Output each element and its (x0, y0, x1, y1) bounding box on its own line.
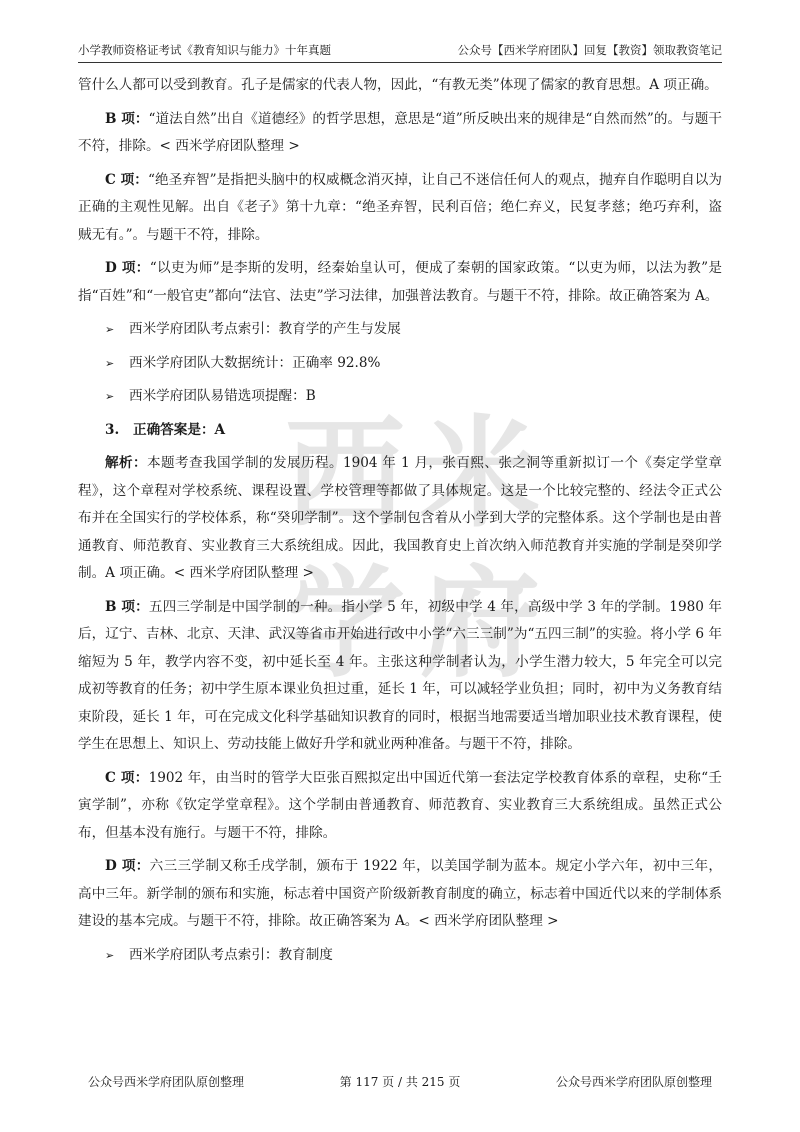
arrow-bullet-icon: ➢ (105, 948, 115, 962)
paragraph-text: 本题考查我国学制的发展历程。1904 年 1 月，张百熙、张之洞等重新拟订一个《奏定学堂章程》，这个章程对学校系统、课程设置、学校管理等都做了具体规定。这是一个比较完整的、经法令正式公布并在全国实行的学校体系，称“癸卯学制”。这个学制包含着从小学到大学的完整体系。这个学制也是由普通教育、师范教育、实业教育三大系统组成。因此，我国教育史上首次纳入师范教育并实施的学制是癸卯学制。A 项正确。< 西米学府团队整理 > (78, 455, 722, 581)
paragraph-text: 六三三学制又称壬戌学制，颁布于 1922 年，以美国学制为蓝本。规定小学六年，初中三年，高中三年。新学制的颁布和实施，标志着中国资产阶级新教育制度的确立，标志着中国近代以来的学制体系建设的基本完成。与题干不符，排除。故正确答案为 A。< 西米学府团队整理 > (78, 858, 722, 929)
bullet-text: 西米学府团队考点索引：教育学的产生与发展 (129, 321, 401, 337)
paragraph-text: “以吏为师”是李斯的发明，经秦始皇认可，便成了秦朝的国家政策。“以吏为师，以法为教”是指“百姓”和“一般官吏”都向“法官、法吏”学习法律，加强普法教育。与题干不符，排除。故正确答案为 A。 (78, 260, 722, 304)
arrow-bullet-icon: ➢ (105, 356, 115, 370)
page-header (78, 40, 722, 63)
header-book-title: 小学教师资格证考试《教育知识与能力》十年真题 (78, 43, 331, 57)
bullet-item (105, 350, 722, 378)
bullet-text: 西米学府团队考点索引：教育制度 (129, 946, 333, 963)
watermark-char: 学 (285, 555, 405, 694)
correct-answer-text: 正确答案是：A (133, 421, 226, 438)
paragraph-text: “绝圣弃智”是指把头脑中的权威概念消灭掉，让自己不迷信任何人的观点，抛弃自作聪明自以为正确的主观性见解。出自《老子》第十九章：“绝圣弃智，民利百倍；绝仁弃义，民复孝慈；绝巧弃利，盗贼无有。”。与题干不符，排除。 (78, 171, 722, 243)
footer-left-credit: 公众号西米学府团队原创整理 (88, 1075, 245, 1089)
option-label: B 项： (105, 598, 149, 615)
option-label: 解析： (105, 455, 147, 471)
bullet-text: 西米学府团队大数据统计：正确率 92.8% (129, 354, 381, 371)
paragraph (78, 106, 722, 161)
arrow-bullet-icon: ➢ (105, 323, 115, 336)
option-label: C 项： (105, 171, 148, 188)
watermark-char: 米 (420, 405, 540, 544)
bullet-text: 西米学府团队易错选项提醒：B (129, 388, 316, 404)
footer-right-credit: 公众号西米学府团队原创整理 (555, 1075, 712, 1089)
question-answer-heading (105, 417, 722, 445)
page-number: 第 117 页 / 共 215 页 (339, 1075, 461, 1089)
header-promo-text: 公众号【西米学府团队】回复【教资】领取教资笔记 (457, 43, 722, 57)
option-label: D 项： (105, 260, 150, 276)
paragraph (78, 167, 722, 250)
question-number: 3. (105, 421, 120, 438)
bullet-item (105, 383, 722, 411)
option-label: D 项： (105, 858, 150, 874)
bullet-item (105, 942, 722, 970)
paragraph-text: 管什么人都可以受到教育。孔子是儒家的代表人物，因此，“有教无类”体现了儒家的教育思想。A 项正确。 (78, 77, 718, 93)
bullet-item (105, 316, 722, 344)
paragraph (78, 255, 722, 310)
watermark-char: 府 (420, 555, 540, 694)
option-label: B 项： (105, 110, 149, 127)
document-body (78, 72, 722, 975)
arrow-bullet-icon: ➢ (105, 390, 115, 403)
watermark-char: 西 (285, 405, 405, 544)
paragraph (78, 594, 722, 759)
option-label: C 项： (105, 769, 149, 786)
paragraph-text: 五四三学制是中国学制的一种。指小学 5 年，初级中学 4 年，高级中学 3 年的学制。1980 年后，辽宁、吉林、北京、天津、武汉等省市开始进行改中小学“六三三制”为“五四三制”的实验。将小学 6 年缩短为 5 年，教学内容不变，初中延长至 4 年。主张这种学制者认为，小学生潜力较大，5 年完全可以完成初等教育的任务；初中学生原本课业负担过重，延长 1 年，可以减轻学业负担；同时，初中为义务教育结束阶段，延长 1 年，可在完成文化科学基础知识教育的同时，根据当地需要适当增加职业技术教育课程，使学生在思想上、知识上、劳动技能上做好升学和就业两种准备。与题干不符，排除。 (78, 598, 722, 752)
paragraph (78, 765, 722, 848)
paragraph-text: “道法自然”出自《道德经》的哲学思想，意思是“道”所反映出来的规律是“自然而然”的。与题干不符，排除。< 西米学府团队整理 > (78, 110, 722, 154)
paragraph-text: 1902 年，由当时的管学大臣张百熙拟定出中国近代第一套法定学校教育体系的章程，史称“壬寅学制”，亦称《钦定学堂章程》。这个学制由普通教育、师范教育、实业教育三大系统组成。虽然正式公布，但基本没有施行。与题干不符，排除。 (78, 769, 722, 841)
paragraph (78, 72, 722, 100)
paragraph (78, 450, 722, 588)
paragraph (78, 853, 722, 936)
